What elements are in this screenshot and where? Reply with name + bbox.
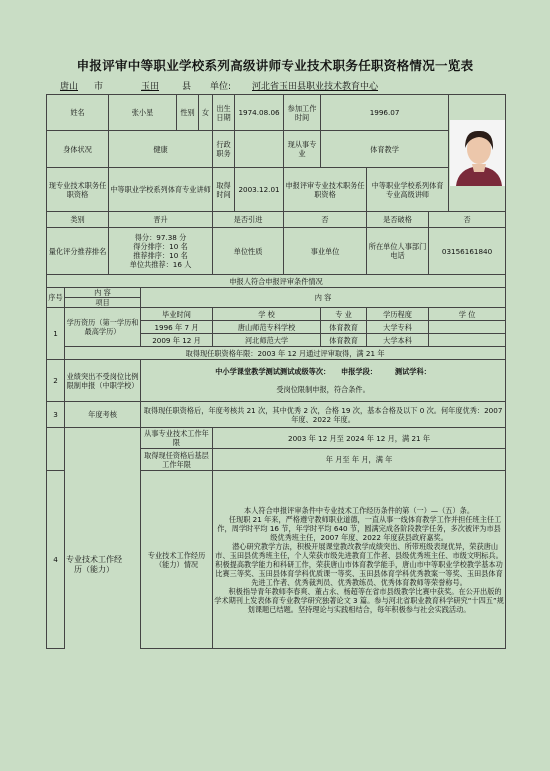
exception-value: 否: [429, 212, 506, 228]
edu-label: 学历资历（第一学历和最高学历）: [65, 308, 141, 347]
unit-nature-value: 事业单位: [284, 228, 367, 275]
health-label: 身体状况: [47, 131, 109, 168]
r3-label: 年度考核: [65, 402, 141, 428]
edu-cell: 唐山师范专科学校: [213, 321, 321, 334]
name-value: 张小星: [109, 95, 177, 131]
county: 玉田: [141, 82, 160, 92]
edu-no: 1: [47, 308, 65, 360]
edu-note: 取得现任职资格年限：2003 年 12 月通过评审取得，满 21 年: [65, 347, 506, 360]
city-suffix: 市: [94, 82, 104, 92]
page-title: 申报评审中等职业学校系列高级讲师专业技术职务任职资格情况一览表: [76, 58, 474, 73]
edu-cell: 1996 年 7 月: [141, 321, 213, 334]
r4-label: 专业技术工作经历（能力）: [66, 555, 122, 575]
unit-name: 河北省玉田县职业技术教育中心: [252, 82, 379, 92]
r4-sub: 专业技术工作经历（能力）情况: [141, 471, 213, 649]
city: 唐山: [60, 82, 79, 92]
edu-cell: 体育教育: [321, 334, 367, 347]
introduce-label: 是否引进: [213, 212, 284, 228]
edu-cell: [429, 334, 506, 347]
phone-value: 03156161840: [429, 228, 506, 275]
work-label: 参加工作时间: [284, 95, 321, 131]
get-time-label: 取得时间: [213, 168, 235, 212]
portrait-photo: [450, 120, 506, 186]
r4-no: 4: [47, 471, 65, 649]
subject-label: 现从事专业: [284, 131, 321, 168]
score-line: 得分排序：10 名: [133, 242, 188, 251]
photo-cell: [449, 95, 506, 212]
r3-no: 3: [47, 402, 65, 428]
r3b-label1: 从事专业技术工作年限: [141, 428, 213, 449]
edu-col: 学 位: [429, 308, 506, 321]
health-value: 健康: [109, 131, 213, 168]
edu-col: 学历程度: [367, 308, 429, 321]
col-item: 项目: [65, 298, 141, 308]
r3b-value2: 年 月至 年 月，满 年: [213, 449, 506, 471]
r2-label: 业绩突出不受岗位比例限制申报（中职学校）: [65, 360, 141, 402]
r2-content: [141, 360, 506, 402]
r3b-label2: 取得现任资格后基层工作年限: [141, 449, 213, 471]
r4-para: 任现职 21 年来，严格遵守教师职业道德，一直从事一线体育教学工作并担任班主任工作，周学时平均 16 节，年学时平均 640 节，圆满完成各阶段教学任务，多次被评为市县级优秀班主任，2007 年度、2022 年度获县政府嘉奖。: [217, 514, 502, 542]
r3b-no: [47, 428, 65, 471]
r2-line1a: 中小学课堂教学测试测试或级等次：: [215, 367, 327, 376]
edu-col: 专 业: [321, 308, 367, 321]
r4-para: 本人符合申报评审条件中专业技术工作经历条件的第（一）—（五）条。: [244, 505, 475, 515]
col-content-top: 内 容: [65, 288, 141, 298]
r2-no: 2: [47, 360, 65, 402]
work-value: 1996.07: [321, 95, 449, 131]
score-line: 得分：97.38 分: [134, 233, 187, 242]
edu-cell: 体育教育: [321, 321, 367, 334]
apply-value: 中等职业学校系列体育专业高级讲师: [367, 168, 449, 212]
col-no: 序号: [47, 288, 65, 308]
r4-para: 积极指导青年教师李春爽、董占永、杨超等在省市县级教学比赛中获奖。在公开出版的学术期刊上发表体育专业教学研究独著论文 3 篇。参与河北省职业教育科学研究“十四五”规划课题已结题。坚持理论与实践相结合，每年积极参与社会实践活动。: [214, 586, 504, 614]
category-label: 类别: [47, 212, 109, 228]
unit-nature-label: 单位性质: [213, 228, 284, 275]
score-label: 量化评分推荐排名: [47, 228, 109, 275]
admin-value: [235, 131, 284, 168]
edu-cell: [429, 321, 506, 334]
r3b-value1: 2003 年 12 月至 2024 年 12 月，满 21 年: [213, 428, 506, 449]
edu-cell: 2009 年 12 月: [141, 334, 213, 347]
col-content: 内 容: [141, 288, 506, 308]
birth-value: 1974.08.06: [235, 95, 284, 131]
r2-line2: 受岗位限制申报，符合条件。: [276, 385, 370, 394]
introduce-value: 否: [284, 212, 367, 228]
score-line: 推荐排序：10 名: [133, 251, 188, 260]
sex-value: 女: [199, 95, 213, 131]
r2-line1c: 测试学科：: [394, 367, 431, 376]
admin-label: 行政职务: [213, 131, 235, 168]
edu-cell: 河北师范大学: [213, 334, 321, 347]
edu-cell: 大学专科: [367, 321, 429, 334]
cur-title-label: 现专业技术职务任职资格: [47, 168, 109, 212]
cur-title-value: 中等职业学校系列体育专业讲师: [109, 168, 213, 212]
phone-label: 所在单位人事部门电话: [367, 228, 429, 275]
get-time-value: 2003.12.01: [235, 168, 284, 212]
score-line: 单位共推荐：16 人: [129, 260, 192, 269]
section-title: 申报人符合申报评审条件情况: [47, 275, 506, 288]
subject-value: 体育教学: [321, 131, 449, 168]
category-value: 晋升: [109, 212, 213, 228]
sex-label: 性别: [177, 95, 199, 131]
birth-label: 出生日期: [213, 95, 235, 131]
exception-label: 是否破格: [367, 212, 429, 228]
unit-label: 单位:: [210, 82, 232, 92]
apply-label: 申报评审专业技术职务任职资格: [284, 168, 367, 212]
r2-line1b: 申报学段：: [341, 367, 374, 376]
name-label: 姓名: [47, 95, 109, 131]
r3-text: 取得现任职资格后，年度考核共 21 次，其中优秀 2 次，合格 19 次，基本合格及以下 0 次。何年度优秀：2007 年度、2022 年度。: [141, 402, 506, 428]
score-lines: [109, 228, 213, 275]
county-suffix: 县: [182, 82, 192, 92]
r3b-spacer: [65, 428, 141, 649]
edu-cell: 大学本科: [367, 334, 429, 347]
r4-para: 潜心研究教学方法，积极开展课堂教改教学成绩突出、所带班级表现优异，荣获唐山市、玉田县优秀班主任，个人荣获市级先进教育工作者、县级优秀班主任、市级文明标兵。积极提高教学能力和科研工作，荣获唐山市体育教学能手，唐山市中等职业学校教学基本功比赛三等奖、玉田县体育学科优质课一等奖、玉田县体育学科优秀教案一等奖、玉田县体育先进工作者、优秀裁判员、优秀教练员、优秀体育教师等荣誉称号。: [215, 541, 503, 587]
edu-col: 学 校: [213, 308, 321, 321]
r4-content: [213, 471, 506, 649]
edu-col: 毕业时间: [141, 308, 213, 321]
